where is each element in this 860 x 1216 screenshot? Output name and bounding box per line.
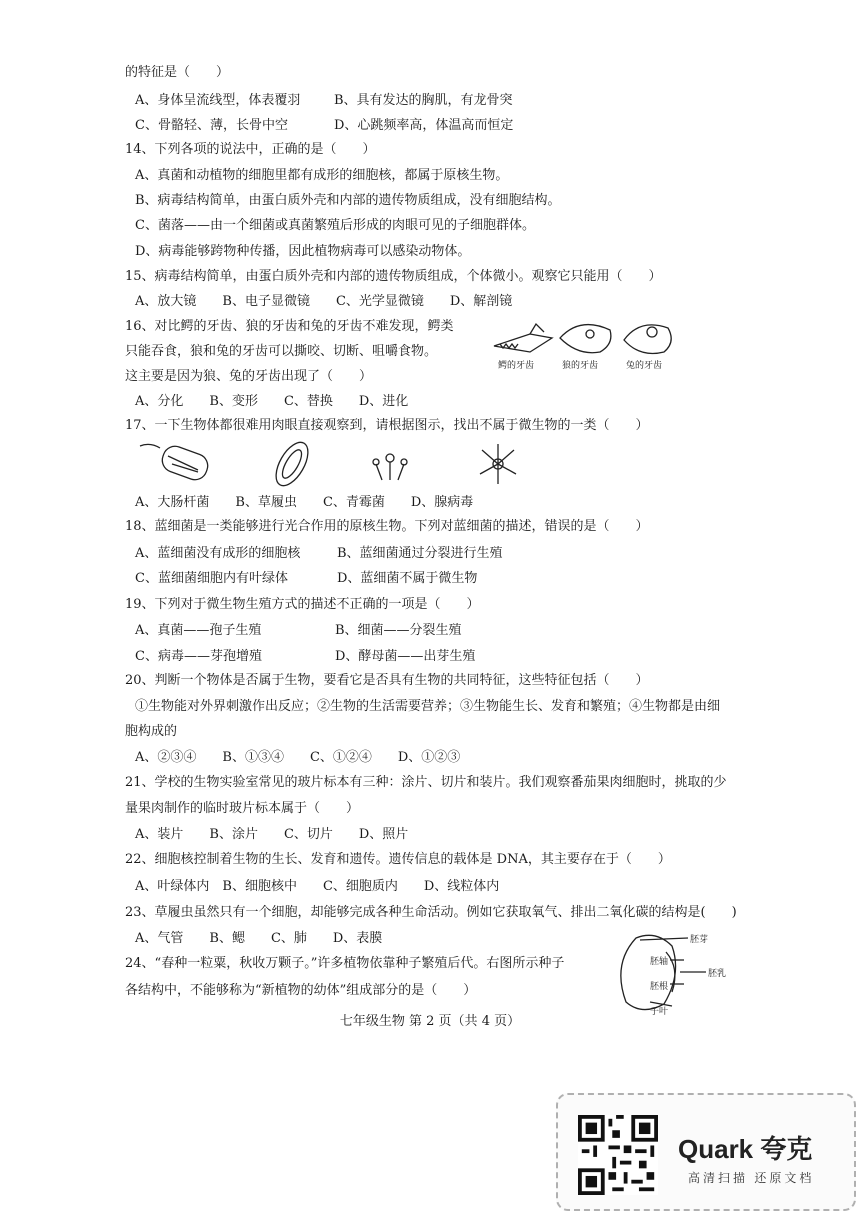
options-17: A、大肠杆菌 B、草履虫 C、青霉菌 D、腺病毒: [135, 495, 474, 510]
question-14: 14、下列各项的说法中，正确的是（ ）: [125, 142, 376, 157]
option-c: C、蓝细菌细胞内有叶绿体: [135, 571, 288, 586]
option-c: C、菌落——由一个细菌或真菌繁殖后形成的肉眼可见的子细胞群体。: [135, 218, 535, 233]
option-d: D、蓝细菌不属于微生物: [337, 571, 478, 586]
options-15: A、放大镜 B、电子显微镜 C、光学显微镜 D、解剖镜: [135, 294, 513, 309]
label-plumule: 胚芽: [690, 935, 709, 945]
seed-drawing: [610, 932, 760, 1018]
microbes-figure: [132, 440, 532, 490]
quark-subtitle: 高清扫描 还原文档: [688, 1171, 815, 1185]
question-16: 16、对比鳄的牙齿、狼的牙齿和兔的牙齿不难发现，鳄类: [125, 319, 454, 334]
option-d: D、病毒能够跨物种传播，因此植物病毒可以感染动物体。: [135, 244, 471, 259]
question-21-line2: 量果肉制作的临时玻片标本属于（ ）: [125, 801, 360, 816]
teeth-drawing: [490, 316, 680, 360]
caption-rabbit: 兔的牙齿: [626, 361, 663, 371]
option-b: B、病毒结构简单，由蛋白质外壳和内部的遗传物质组成，没有细胞结构。: [135, 193, 561, 208]
caption-wolf: 狼的牙齿: [562, 361, 599, 371]
option-b: B、蓝细菌通过分裂进行生殖: [337, 546, 503, 561]
question-24: 24、“春种一粒粟，秋收万颗子。”许多植物依靠种子繁殖后代。右图所示种子: [125, 956, 565, 971]
option-d: D、心跳频率高，体温高而恒定: [334, 118, 514, 133]
question-17: 17、一下生物体都很难用肉眼直接观察到，请根据图示，找出不属于微生物的一类（ ）: [125, 418, 649, 433]
question-20-statements-cont: 胞构成的: [125, 724, 178, 739]
option-a: A、真菌——孢子生殖: [135, 623, 262, 638]
options-21: A、装片 B、涂片 C、切片 D、照片: [135, 827, 409, 842]
option-a: A、蓝细菌没有成形的细胞核: [135, 546, 301, 561]
question-22: 22、细胞核控制着生物的生长、发育和遗传。遗传信息的载体是 DNA，其主要存在于（ ）: [125, 852, 671, 867]
caption-crocodile: 鳄的牙齿: [498, 361, 535, 371]
page-footer: 七年级生物 第 2 页（共 4 页）: [339, 1014, 521, 1029]
option-c: C、病毒——芽孢增殖: [135, 649, 262, 664]
question-16-line2: 只能吞食，狼和兔的牙齿可以撕咬、切断、咀嚼食物。: [125, 344, 438, 359]
teeth-figure: [490, 316, 680, 376]
qr-code: [578, 1115, 658, 1195]
label-radicle: 胚根: [650, 982, 669, 992]
text-line: 的特征是（ ）: [125, 65, 230, 80]
option-b: B、具有发达的胸肌，有龙骨突: [334, 93, 513, 108]
option-a: A、真菌和动植物的细胞里都有成形的细胞核，都属于原核生物。: [135, 168, 509, 183]
label-endosperm: 胚乳: [708, 969, 727, 979]
seed-figure: [610, 932, 760, 1018]
question-24-line2: 各结构中，不能够称为“新植物的幼体”组成部分的是（ ）: [125, 983, 477, 998]
quark-watermark: [556, 1093, 856, 1211]
label-cotyledon: 子叶: [650, 1007, 669, 1017]
option-d: D、酵母菌——出芽生殖: [335, 649, 476, 664]
question-21: 21、学校的生物实验室常见的玻片标本有三种：涂片、切片和装片。我们观察番茄果肉细胞时，挑取的少: [125, 775, 727, 790]
option-a: A、身体呈流线型，体表覆羽: [135, 93, 301, 108]
options-23: A、气管 B、鳃 C、肺 D、表膜: [135, 931, 383, 946]
question-18: 18、蓝细菌是一类能够进行光合作用的原核生物。下列对蓝细菌的描述，错误的是（ ）: [125, 519, 649, 534]
options-20: A、②③④ B、①③④ C、①②④ D、①②③: [135, 750, 461, 765]
question-15: 15、病毒结构简单，由蛋白质外壳和内部的遗传物质组成，个体微小。观察它只能用（ ）: [125, 269, 662, 284]
options-22: A、叶绿体内 B、细胞核中 C、细胞质内 D、线粒体内: [135, 879, 500, 894]
question-23: 23、草履虫虽然只有一个细胞，却能够完成各种生命活动。例如它获取氧气、排出二氧化碳的结构是( ): [125, 905, 737, 920]
question-20-statements: ①生物能对外界刺激作出反应；②生物的生活需要营养；③生物能生长、发育和繁殖；④生物都是由细: [135, 699, 721, 714]
quark-logo: Quark 夸克: [678, 1134, 813, 1164]
question-19: 19、下列对于微生物生殖方式的描述不正确的一项是（ ）: [125, 597, 480, 612]
label-hypocotyl: 胚轴: [650, 957, 669, 967]
options-16: A、分化 B、变形 C、替换 D、进化: [135, 394, 409, 409]
option-b: B、细菌——分裂生殖: [335, 623, 462, 638]
question-20: 20、判断一个物体是否属于生物，要看它是否具有生物的共同特征，这些特征包括（ ）: [125, 673, 649, 688]
question-16-line3: 这主要是因为狼、兔的牙齿出现了（ ）: [125, 369, 373, 384]
option-c: C、骨骼轻、薄，长骨中空: [135, 118, 288, 133]
